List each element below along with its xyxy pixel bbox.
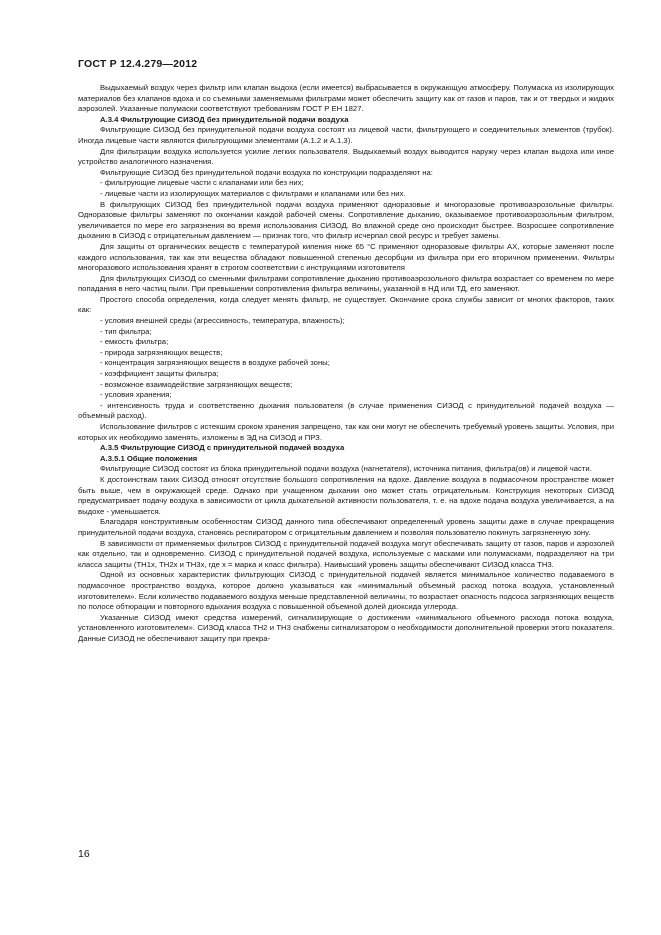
body-paragraph: Выдыхаемый воздух через фильтр или клапан выдоха (если имеется) выбрасывается в окружающую атмосферу. Полумаска из изолирующих материалов без клапанов вдоха и со съемными заменяемыми фильтрами может обеспечить защиту как от газов и паров, так и от твердых и жидких аэрозолей. Указанные полумаски соответствуют требованиям ГОСТ Р ЕН 1827. [78,83,614,114]
body-paragraph: Указанные СИЗОД имеют средства измерений, сигнализирующие о достижении «минимального объемного расхода потока воздуха, установленного изготовителем». СИЗОД класса ТН2 и ТН3 снабжены сигнализатором о необходимости дополнительной проверки этого показателя. Данные СИЗОД не обеспечивают защиту при прекра- [78,612,614,643]
section-heading: А.3.5 Фильтрующие СИЗОД с принудительной подачей воздуха [100,443,345,453]
body-paragraph: Благодаря конструктивным особенностям СИЗОД данного типа обеспечивают определенный уровень защиты даже в случае прекращения принудительной подачи воздуха, становясь респиратором с отрицательным давлением и позволяя пользователю покинуть загрязненную зону. [78,517,614,537]
body-paragraph: Фильтрующие СИЗОД состоят из блока принудительной подачи воздуха (нагнетателя), источника питания, фильтра(ов) и лицевой части. [100,464,592,474]
body-paragraph: Использование фильтров с истекшим сроком хранения запрещено, так как они могут не обеспечить требуемый уровень защиты. Условия, при которых их необходимо заменять, изложены в ЭД на СИЗОД и ПРЗ. [78,422,614,442]
body-paragraph: Простого способа определения, когда следует менять фильтр, не существует. Окончание срока службы зависит от многих факторов, таких как: [78,294,614,315]
section-heading: А.3.5.1 Общие положения [100,453,198,463]
body-paragraph: - возможное взаимодействие загрязняющих веществ; [100,379,293,389]
body-paragraph: Для защиты от органических веществ с температурой кипения ниже 65 °С применяют одноразовые фильтры АХ, которые заменяют после каждого использования, так как эти вещества обладают повышенной степенью десорбции из фильтра при его вторичном применении. Фильтры многоразового использования хранят в строгом соответствии с инструкциями изготовителя [78,241,614,273]
document-body [78,83,614,644]
body-paragraph: Фильтрующие СИЗОД без принудительной подачи воздуха состоят из лицевой части, фильтрующего и соединительных элементов (трубок). Иногда лицевые части являются фильтрующими элементами (А.1.2 и А.1.3). [78,125,614,145]
body-paragraph: В фильтрующих СИЗОД без принудительной подачи воздуха применяют одноразовые и многоразовые противоаэрозольные фильтры. Одноразовые фильтры заменяют по окончании каждой рабочей смены. Сопротивление дыханию, оказываемое противоаэрозольным фильтром, увеличивается по мере его загрязнения во время использования СИЗОД. Во влажной среде оно происходит быстрее. Возросшее сопротивление дыханию в СИЗОД с отрицательным давлением — признак того, что фильтр исчерпал свой ресурс и требует замены. [78,199,614,241]
page-number: 16 [78,848,90,860]
body-paragraph: - условия внешней среды (агрессивность, температура, влажность); [100,316,345,326]
body-paragraph: - емкость фильтра; [100,337,169,347]
section-heading: А.3.4 Фильтрующие СИЗОД без принудительной подачи воздуха [100,114,349,124]
body-paragraph: Одной из основных характеристик фильтрующих СИЗОД с принудительной подачей является минимальное количество подаваемого в подмасочное пространство воздуха, которое должно указываться как «минимальный объемный расход потока воздуха, установленный изготовителем». Если количество подаваемого воздуха меньше представленной величины, то возрастает опасность подсоса загрязняющих веществ по полосе обтюрации и повторного вдыхания воздуха с повышенной объемной долей диоксида углерода. [78,570,614,612]
body-paragraph: - условия хранения; [100,390,172,400]
body-paragraph: Фильтрующие СИЗОД без принудительной подачи воздуха по конструкции подразделяют на: [100,167,433,177]
body-paragraph: - фильтрующие лицевые части с клапанами или без них; [100,178,304,188]
body-paragraph: - коэффициент защиты фильтра; [100,369,219,379]
body-paragraph: Для фильтрации воздуха используется усилие легких пользователя. Выдыхаемый воздух выводится наружу через клапан выдоха или иное устройство аналогичного назначения. [78,146,614,167]
body-paragraph: - интенсивность труда и соответственно дыхания пользователя (в случае применения СИЗОД с принудительной подачей воздуха — объемный расход). [78,400,614,421]
body-paragraph: - лицевые части из изолирующих материалов с фильтрами и клапанами или без них. [100,188,406,198]
document-code-header: ГОСТ Р 12.4.279—2012 [78,58,198,70]
body-paragraph: - тип фильтра; [100,326,152,336]
body-paragraph: К достоинствам таких СИЗОД относят отсутствие большого сопротивления на вдохе. Давление воздуха в подмасочном пространстве может быть выше, чем в окружающей среде. Однако при учащенном дыхании оно может стать отрицательным. Конструкция некоторых СИЗОД предусматривает подачу воздуха в зависимости от цикла дыхательной активности пользователя, т. е. на вдохе подача воздуха увеличивается, а на выдохе - уменьшается. [78,474,614,516]
body-paragraph: - концентрация загрязняющих веществ в воздухе рабочей зоны; [100,358,330,368]
body-paragraph: Для фильтрующих СИЗОД со сменными фильтрами сопротивление дыханию противоаэрозольного фильтра возрастает со временем по мере попадания в него частиц пыли. При превышении сопротивления фильтра величины, указанной в НД или ТД, его заменяют. [78,273,614,294]
body-paragraph: - природа загрязняющих веществ; [100,347,223,357]
body-paragraph: В зависимости от применяемых фильтров СИЗОД с принудительной подачей воздуха могут обеспечивать защиту от газов, паров и аэрозолей как отдельно, так и одновременно. СИЗОД с принудительной подачей воздуха, используемые с масками или полумасками, подразделяют на три класса защиты (ТН1х, ТН2х и ТН3х, где х = марка и класс фильтра). Наивысший уровень защиты обеспечивают СИЗОД класса ТН3. [78,538,614,569]
